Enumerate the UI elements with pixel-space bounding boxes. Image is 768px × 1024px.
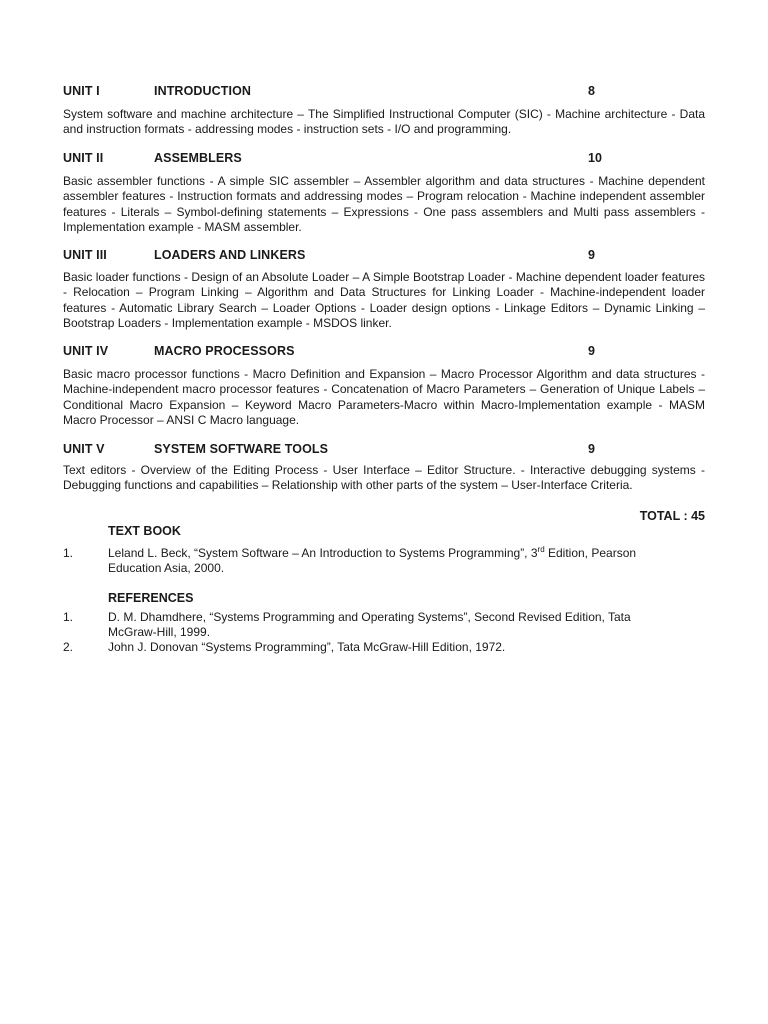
unit-number: UNIT V [63,442,105,456]
unit-number: UNIT I [63,84,100,98]
unit-2-heading [63,151,705,167]
item-text: D. M. Dhamdhere, “Systems Programming and Operating Systems”, Second Revised Edition, Tata McGraw-Hill, 1999. [108,610,631,640]
item-text-part: Leland L. Beck, “System Software – An Introduction to Systems Programming”, 3 [108,546,538,560]
unit-title: INTRODUCTION [154,84,252,98]
unit-hours: 8 [588,84,596,98]
unit-title: SYSTEM SOFTWARE TOOLS [154,442,329,456]
unit-number: UNIT II [63,151,104,165]
unit-3-heading [63,248,705,264]
item-text-part: Edition, Pearson Education Asia, 2000. [108,546,637,576]
unit-hours: 10 [588,151,603,165]
unit-5-description: Text editors - Overview of the Editing Process - User Interface – Editor Structure. - Interactive debugging systems - Debugging functions and capabilities – Relationship with other parts of the system – User-Interface Criteria. [63,463,705,493]
unit-number: UNIT III [63,248,107,262]
item-index: 1. [63,546,74,560]
unit-4-heading [63,344,705,360]
unit-hours: 9 [588,248,596,262]
unit-title: LOADERS AND LINKERS [154,248,306,262]
unit-title: MACRO PROCESSORS [154,344,295,358]
unit-1-description: System software and machine architecture – The Simplified Instructional Computer (SIC) - Machine architecture - Data and instruction formats - addressing modes - instruction sets - I/O and programming. [63,107,705,137]
item-text [108,546,668,577]
unit-2-description: Basic assembler functions - A simple SIC assembler – Assembler algorithm and data structures - Machine dependent assembler features - Instruction formats and addressing modes – Program relocation - Machine independent assembler features - Literals – Symbol-defining statements – Expressions - One pass assemblers and Multi pass assemblers - Implementation example - MASM assembler. [63,174,705,234]
item-text: John J. Donovan “Systems Programming”, Tata McGraw-Hill Edition, 1972. [108,640,506,654]
item-index: 1. [63,610,74,624]
unit-number: UNIT IV [63,344,109,358]
total-hours: TOTAL : 45 [639,509,705,523]
unit-title: ASSEMBLERS [154,151,242,165]
unit-4-description: Basic macro processor functions - Macro Definition and Expansion – Macro Processor Algorithm and data structures - Machine-independent macro processor features - Concatenation of Macro Parameters – Generation of Unique Labels – Conditional Macro Expansion – Keyword Macro Parameters-Macro within Macro-Implementation example - MASM Macro Processor – ANSI C Macro language. [63,367,705,427]
unit-hours: 9 [588,442,596,456]
unit-hours: 9 [588,344,596,358]
text-book-heading: TEXT BOOK [108,524,181,538]
item-superscript: rd [537,545,545,554]
references-heading: REFERENCES [108,591,194,605]
item-index: 2. [63,640,74,654]
unit-3-description: Basic loader functions - Design of an Absolute Loader – A Simple Bootstrap Loader - Machine dependent loader features - Relocation – Program Linking – Algorithm and Data Structures for Linking Loader - Machine-independent loader features - Automatic Library Search – Loader Options - Loader design options - Linkage Editors – Dynamic Linking – Bootstrap Loaders - Implementation example - MSDOS linker. [63,270,705,330]
unit-5-heading [63,442,705,458]
unit-1-heading [63,84,705,100]
